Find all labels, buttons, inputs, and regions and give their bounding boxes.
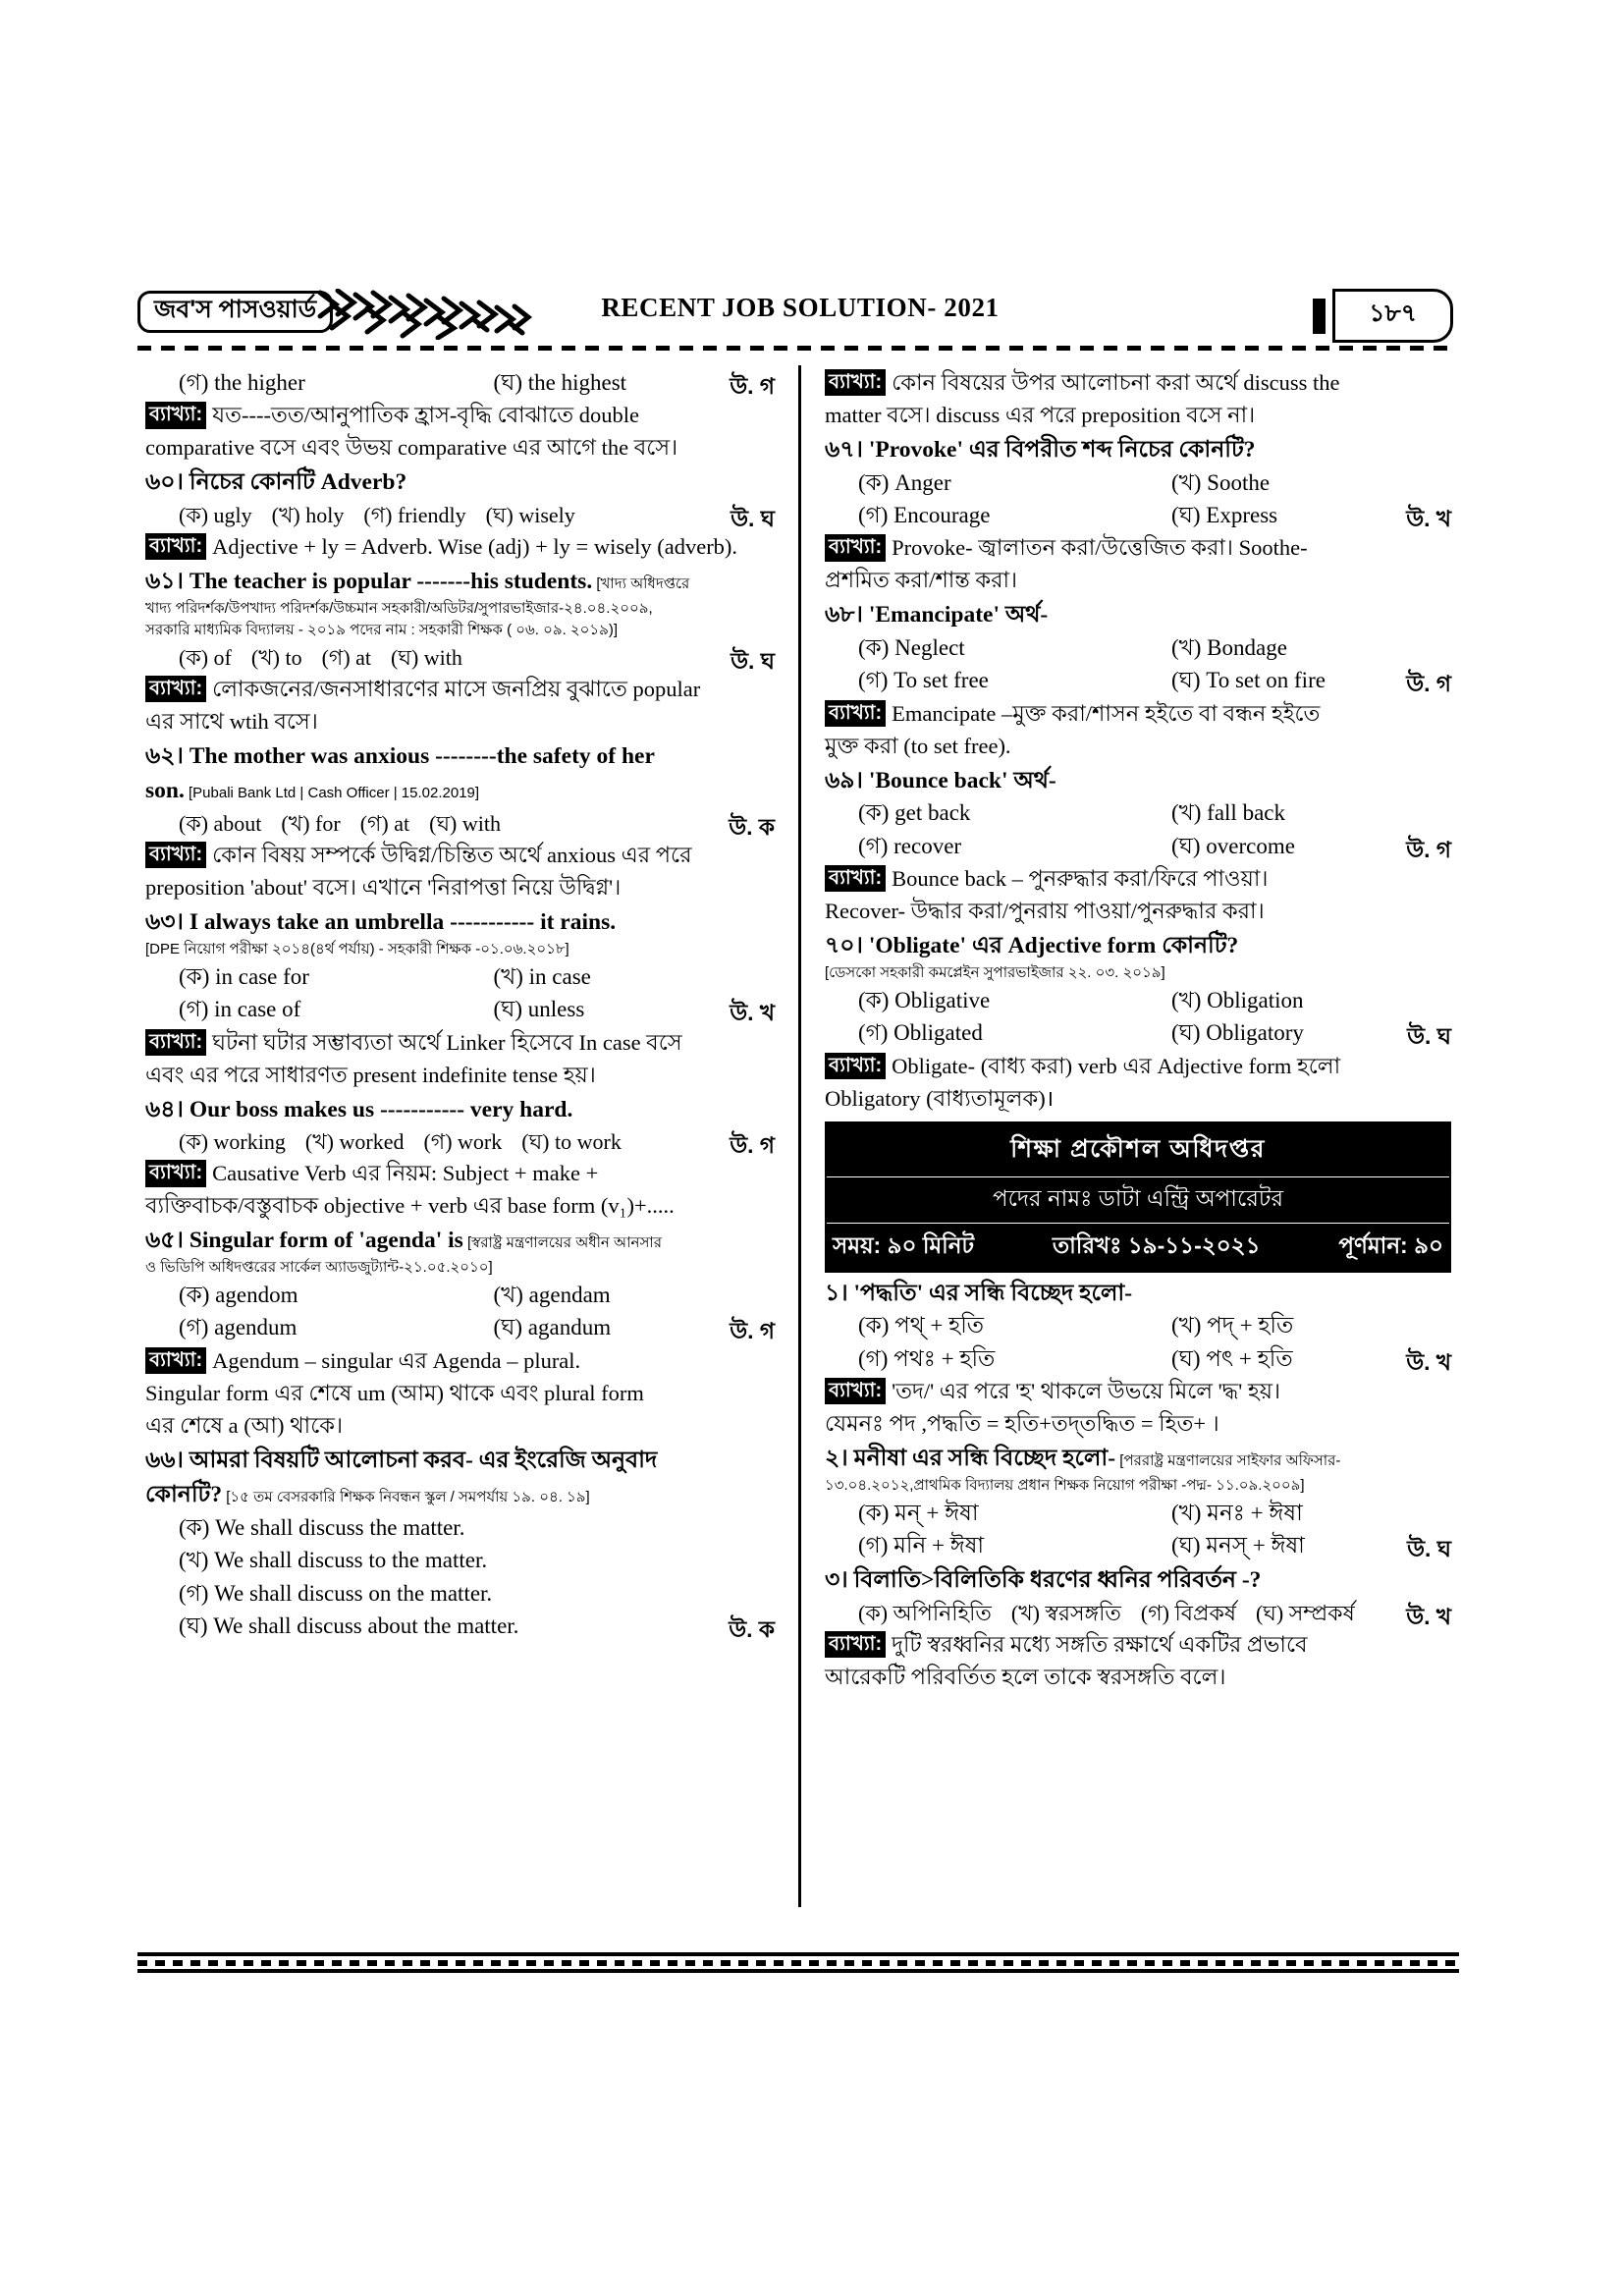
option[interactable]: (খ) We shall discuss to the matter. xyxy=(179,1548,488,1573)
option[interactable]: (ক) working xyxy=(179,1129,286,1155)
option-row xyxy=(825,1599,1451,1627)
exam-banner xyxy=(825,1121,1451,1273)
question-source: [পররাষ্ট্র মন্ত্রণালয়ের সাইফার অফিসার- xyxy=(1115,1451,1341,1469)
option[interactable]: (ক) agendom xyxy=(179,1282,298,1307)
option[interactable]: (খ) স্বরসঙ্গতি xyxy=(1010,1600,1121,1625)
option[interactable]: (খ) for xyxy=(281,811,341,837)
question-number: ৩। xyxy=(825,1567,854,1594)
footer-rule-solid-top xyxy=(137,1952,1459,1956)
option[interactable]: (ক) Obligative xyxy=(858,987,991,1012)
option[interactable]: (ঘ) to work xyxy=(521,1129,622,1155)
explanation-tag: ব্যাখ্যা: xyxy=(145,676,206,702)
answer-marker: উ. ঘ xyxy=(1407,1535,1451,1561)
question-source: ১৩.০৪.২০১২,প্রাথমিক বিদ্যালয় প্রধান শিক্ষক নিয়োগ পরীক্ষা -পদ্ম- ১১.০৯.২০০৯] xyxy=(825,1476,1305,1494)
explanation-continued: Obligatory (বাধ্যতামূলক)। xyxy=(825,1085,1055,1111)
answer-marker: উ. খ xyxy=(1406,506,1451,531)
question-source: [ডেসকো সহকারী কমপ্লেইন সুপারভাইজার ২২. ০৩. ২০১৯] xyxy=(825,963,1165,981)
option[interactable]: (ক) Anger xyxy=(858,469,951,495)
option-row xyxy=(825,666,1451,695)
option-row xyxy=(145,368,775,398)
option[interactable]: (ক) about xyxy=(179,811,262,837)
option[interactable]: (গ) in case of xyxy=(179,997,301,1022)
answer-marker: উ. গ xyxy=(730,1318,775,1344)
option[interactable]: (গ) at xyxy=(359,811,410,837)
option[interactable]: (গ) at xyxy=(321,644,372,670)
footer-divider xyxy=(137,1952,1459,1973)
explanation-tag: ব্যাখ্যা: xyxy=(145,1029,206,1056)
option-row xyxy=(825,501,1451,530)
option-row xyxy=(145,995,775,1024)
question-number: ৬২। xyxy=(145,742,189,769)
question-number: ৬৯। xyxy=(825,767,869,793)
option[interactable]: (গ) the higher xyxy=(179,370,305,395)
explanation-tag: ব্যাখ্যা: xyxy=(825,865,886,892)
option[interactable]: (গ) বিপ্রকর্ষ xyxy=(1140,1600,1236,1625)
option-row xyxy=(145,1546,775,1575)
exam-full-marks: পূর্ণমান: ৯০ xyxy=(1338,1231,1443,1258)
explanation-line xyxy=(145,400,775,430)
page-number-tab xyxy=(1313,289,1453,343)
explanation-tag: ব্যাখ্যা: xyxy=(145,1347,206,1374)
question-line xyxy=(145,741,775,772)
explanation-text: Adjective + ly = Adverb. Wise (adj) + ly = wisely (adverb). xyxy=(212,534,738,560)
explanation-continued: প্রশমিত করা/শান্ত করা। xyxy=(825,568,1018,593)
question-text: 'Provoke' এর বিপরীত শব্দ নিচের কোনটি? xyxy=(868,437,1256,464)
question-line xyxy=(825,435,1451,465)
option[interactable]: (ক) অপিনিহিতি xyxy=(858,1600,992,1625)
option[interactable]: (ঘ) with xyxy=(391,644,462,670)
footer-rule-dashed xyxy=(137,1960,1459,1966)
explanation-continued: ব্যক্তিবাচক/বস্তুবাচক objective + verb এর base form (v₁)+..... xyxy=(145,1193,675,1219)
two-column-body xyxy=(137,365,1459,1907)
option-row xyxy=(145,1127,775,1159)
explanation-line xyxy=(825,1051,1451,1081)
option-row xyxy=(825,986,1451,1015)
exam-post-name: পদের নামঃ ডাটা এন্ট্রি অপারেটর xyxy=(827,1176,1449,1223)
explanation-tag: ব্যাখ্যা: xyxy=(825,1053,886,1079)
question-text: Singular form of 'agenda' is xyxy=(189,1228,463,1254)
option-row xyxy=(825,832,1451,861)
explanation-text: Provoke- জ্বালাতন করা/উত্তেজিত করা। Soothe- xyxy=(892,535,1308,561)
explanation-tag: ব্যাখ্যা: xyxy=(825,369,886,396)
option-row xyxy=(145,809,775,841)
option-row xyxy=(145,962,775,992)
question-text: The teacher is popular -------his students. xyxy=(189,569,593,595)
explanation-continued: Recover- উদ্ধার করা/পুনরায় পাওয়া/পুনরুদ্ধার করা। xyxy=(825,899,1265,924)
question-line xyxy=(825,1444,1451,1474)
explanation-line xyxy=(825,532,1451,563)
brand-logo-box xyxy=(137,291,333,333)
question-line xyxy=(825,766,1451,796)
option[interactable]: (খ) Obligation xyxy=(1171,987,1304,1012)
option-row xyxy=(825,633,1451,663)
answer-marker: উ. গ xyxy=(730,373,775,399)
explanation-continued: এবং এর পরে সাধারণত present indefinite tense হয়। xyxy=(145,1062,596,1087)
option-row xyxy=(145,1313,775,1342)
option[interactable]: (গ) মনি + ঈষা xyxy=(858,1532,985,1558)
question-text: Our boss makes us ----------- very hard. xyxy=(189,1096,573,1122)
option[interactable]: (ঘ) সম্প্রকর্ষ xyxy=(1255,1600,1355,1625)
question-source: [খাদ্য অধিদপ্তরে xyxy=(592,575,690,593)
explanation-text: লোকজনের/জনসাধারণের মাসে জনপ্রিয় বুঝাতে popular xyxy=(212,676,701,701)
explanation-tag: ব্যাখ্যা: xyxy=(825,534,886,561)
question-line xyxy=(825,1279,1451,1309)
option[interactable]: (ঘ) overcome xyxy=(1171,833,1295,858)
option[interactable]: (ঘ) To set on fire xyxy=(1171,668,1326,693)
explanation-text: Agendum – singular এর Agenda – plural. xyxy=(212,1347,581,1373)
option[interactable]: (গ) To set free xyxy=(858,668,989,693)
question-line xyxy=(145,467,775,498)
explanation-tag: ব্যাখ্যা: xyxy=(145,533,206,560)
option-row xyxy=(825,1531,1451,1560)
explanation-text: Bounce back – পুনরুদ্ধার করা/ফিরে পাওয়া। xyxy=(892,866,1269,892)
option[interactable]: (ক) in case for xyxy=(179,963,309,989)
explanation-line xyxy=(145,1345,775,1376)
option[interactable]: (ঘ) with xyxy=(429,811,501,837)
question-text: মনীষা এর সন্ধি বিচ্ছেদ হলো- xyxy=(853,1445,1116,1471)
explanation-continued: এর শেষে a (আ) থাকে। xyxy=(145,1412,344,1438)
option[interactable]: (গ) recover xyxy=(858,833,962,858)
explanation-text: কোন বিষয়ের উপর আলোচনা করা অর্থে discuss the xyxy=(892,370,1340,395)
option[interactable]: (ক) Neglect xyxy=(858,635,965,660)
question-number: ৬১। xyxy=(145,569,189,595)
question-line xyxy=(145,1446,775,1476)
question-source: [১৫ তম বেসরকারি শিক্ষক নিবন্ধন স্কুল / সমপর্যায় ১৯. ০৪. ১৯] xyxy=(222,1489,590,1506)
question-text: son. xyxy=(145,778,185,804)
question-line xyxy=(825,600,1451,630)
question-text: আমরা বিষয়টি আলোচনা করব- এর ইংরেজি অনুবাদ xyxy=(189,1447,658,1473)
question-line xyxy=(145,1095,775,1125)
option[interactable]: (ক) get back xyxy=(858,800,971,826)
explanation-tag: ব্যাখ্যা: xyxy=(145,1160,206,1186)
option[interactable]: (ক) of xyxy=(179,644,232,670)
answer-marker: উ. গ xyxy=(1406,671,1451,697)
option-row xyxy=(825,798,1451,828)
explanation-tag: ব্যাখ্যা: xyxy=(145,842,206,868)
question-number: ২। xyxy=(825,1445,854,1471)
option[interactable]: (খ) worked xyxy=(304,1129,405,1155)
answer-marker: উ. ঘ xyxy=(731,647,775,674)
explanation-continued: Singular form এর শেষে um (আম) থাকে এবং plural form xyxy=(145,1380,644,1405)
question-number: ১। xyxy=(825,1280,854,1306)
option-row xyxy=(825,1499,1451,1528)
question-number: ৭০। xyxy=(825,933,869,959)
answer-marker: উ. খ xyxy=(1406,1603,1451,1629)
option-row xyxy=(825,1018,1451,1048)
question-source: সরকারি মাধ্যমিক বিদ্যালয় - ২০১৯ পদের নাম : সহকারী শিক্ষক ( ০৬. ০৯. ২০১৯)] xyxy=(145,621,619,638)
explanation-text: 'তদ/' এর পরে 'হ' থাকলে উভয়ে মিলে 'দ্ধ' হয়। xyxy=(892,1378,1280,1403)
explanation-text: Obligate- (বাধ্য করা) verb এর Adjective form হলো xyxy=(892,1053,1341,1078)
answer-marker: উ. ক xyxy=(729,814,775,841)
question-text: 'Bounce back' অর্থ- xyxy=(868,767,1056,793)
question-number: ৬৩। xyxy=(145,909,189,936)
option[interactable]: (ক) ugly xyxy=(179,503,252,527)
question-source: খাদ্য পরিদর্শক/উপখাদ্য পরিদর্শক/উচ্চমান সহকারী/অডিটর/সুপারভাইজার-২৪.০৪.২০০৯, xyxy=(145,599,653,617)
option[interactable]: (খ) মনঃ + ঈষা xyxy=(1171,1500,1303,1525)
question-number: ৬৬। xyxy=(145,1447,189,1473)
question-line xyxy=(825,1565,1451,1596)
header-divider xyxy=(137,346,1453,351)
question-number: ৬৮। xyxy=(825,602,869,629)
question-source: [DPE নিয়োগ পরীক্ষা ২০১৪(৪র্থ পর্যায়) - সহকারী শিক্ষক -০১.০৬.২০১৮] xyxy=(145,940,569,957)
option[interactable]: (খ) in case xyxy=(493,963,591,989)
explanation-line xyxy=(145,840,775,870)
explanation-line xyxy=(145,1027,775,1058)
question-number: ৬৪। xyxy=(145,1096,189,1122)
explanation-text: Causative Verb এর নিয়ম: Subject + make + xyxy=(212,1161,599,1186)
explanation-text: Emancipate –মুক্ত করা/শাসন হইতে বা বন্ধন হইতে xyxy=(892,700,1321,726)
explanation-continued: এর সাথে wtih বসে। xyxy=(145,708,318,734)
tab-bar-accent xyxy=(1313,299,1326,334)
footer-rule-solid-bottom xyxy=(137,1969,1459,1973)
answer-marker: উ. খ xyxy=(1406,1348,1451,1375)
question-line xyxy=(145,776,775,806)
option[interactable]: (খ) holy xyxy=(271,503,345,527)
explanation-tag: ব্যাখ্যা: xyxy=(145,402,206,428)
option[interactable]: (ঘ) We shall discuss about the matter. xyxy=(179,1613,519,1638)
option[interactable]: (ক) We shall discuss the matter. xyxy=(179,1514,465,1540)
question-text: বিলাতি˃বিলিতিকি ধরণের ধ্বনির পরিবর্তন -? xyxy=(853,1567,1262,1594)
question-text: 'Obligate' এর Adjective form কোনটি? xyxy=(868,933,1239,959)
answer-marker: উ. গ xyxy=(1406,836,1451,862)
option[interactable]: (ক) পথ্ + হতি xyxy=(858,1313,985,1339)
question-text: 'Emancipate' অর্থ- xyxy=(868,602,1049,629)
explanation-tag: ব্যাখ্যা: xyxy=(825,1378,886,1404)
option[interactable]: (ঘ) unless xyxy=(493,997,585,1022)
option-row xyxy=(145,643,775,672)
option[interactable]: (গ) Obligated xyxy=(858,1020,983,1046)
option[interactable]: (গ) Encourage xyxy=(858,503,991,527)
page-number: ১৮৭ xyxy=(1332,289,1453,343)
question-line xyxy=(825,931,1451,961)
explanation-continued: আরেকটি পরিবর্তিত হলে তাকে স্বরসঙ্গতি বলে। xyxy=(825,1664,1226,1689)
question-text: কোনটি? xyxy=(145,1482,223,1508)
answer-marker: উ. ঘ xyxy=(731,506,775,531)
explanation-tag: ব্যাখ্যা: xyxy=(825,1631,886,1658)
option[interactable]: (গ) পথঃ + হতি xyxy=(858,1345,996,1371)
question-line xyxy=(145,907,775,938)
question-number: ৬০। xyxy=(145,469,189,496)
explanation-line xyxy=(825,1376,1451,1406)
option[interactable]: (ঘ) পৎ + হতি xyxy=(1171,1345,1293,1371)
answer-marker: উ. ঘ xyxy=(1407,1023,1451,1050)
option[interactable]: (খ) Soothe xyxy=(1171,469,1271,495)
option-row xyxy=(145,1281,775,1310)
explanation-continued: comparative বসে এবং উভয় comparative এর আগে the বসে। xyxy=(145,435,678,461)
exam-duration: সময়: ৯০ মিনিট xyxy=(833,1231,975,1258)
left-column xyxy=(137,365,798,1907)
explanation-tag: ব্যাখ্যা: xyxy=(825,700,886,727)
question-number: ৬৫। xyxy=(145,1228,189,1254)
question-line xyxy=(145,1226,775,1256)
question-text: The mother was anxious --------the safety of her xyxy=(189,742,655,769)
page-title: RECENT JOB SOLUTION- 2021 xyxy=(601,293,1000,322)
explanation-continued: matter বসে। discuss এর পরে preposition বসে না। xyxy=(825,403,1256,428)
explanation-line xyxy=(825,367,1451,398)
explanation-line xyxy=(825,863,1451,894)
option-row xyxy=(825,468,1451,498)
option[interactable]: (গ) work xyxy=(423,1129,503,1155)
option[interactable]: (ঘ) agandum xyxy=(493,1315,612,1340)
option[interactable]: (খ) পদ্ + হতি xyxy=(1171,1313,1294,1339)
answer-marker: উ. ক xyxy=(729,1615,775,1642)
explanation-text: যত----তত/আনুপাতিক হ্রাস-বৃদ্ধি বোঝাতে double xyxy=(212,403,640,428)
option-row xyxy=(145,501,775,529)
answer-marker: উ. গ xyxy=(730,1132,775,1159)
option[interactable]: (ঘ) the highest xyxy=(493,370,627,395)
option-row xyxy=(145,1579,775,1609)
option[interactable]: (গ) We shall discuss on the matter. xyxy=(179,1580,493,1606)
option-row xyxy=(825,1311,1451,1340)
explanation-continued: preposition 'about' বসে। এখানে 'নিরাপত্তা নিয়ে উদ্বিগ্ন'। xyxy=(145,875,622,901)
explanation-line xyxy=(825,698,1451,729)
option-row xyxy=(825,1344,1451,1374)
option[interactable]: (ঘ) মনস্ + ঈষা xyxy=(1171,1532,1305,1558)
option[interactable]: (ঘ) wisely xyxy=(485,503,575,527)
exam-organization: শিক্ষা প্রকৌশল অধিদপ্তর xyxy=(1010,1134,1266,1163)
explanation-line xyxy=(145,531,775,562)
page-header xyxy=(137,283,1453,344)
explanation-continued: যেমনঃ পদ ,পদ্ধতি = হতি+তদ্তদ্ধিত = হিত+ । xyxy=(825,1410,1219,1436)
question-source: [স্বরাষ্ট্র মন্ত্রণালয়ের অধীন আনসার xyxy=(462,1234,662,1252)
explanation-line xyxy=(145,1158,775,1188)
answer-marker: উ. খ xyxy=(730,1000,775,1026)
option[interactable]: (গ) friendly xyxy=(363,503,466,527)
option[interactable]: (খ) fall back xyxy=(1171,800,1285,826)
question-text: নিচের কোনটি Adverb? xyxy=(189,469,407,496)
question-source: [Pubali Bank Ltd | Cash Officer | 15.02.2019] xyxy=(184,785,480,802)
explanation-continued: মুক্ত করা (to set free). xyxy=(825,733,1011,758)
question-line xyxy=(145,567,775,597)
explanation-line xyxy=(145,674,775,704)
explanation-text: কোন বিষয় সম্পর্কে উদ্বিগ্ন/চিন্তিত অর্থে anxious এর পরে xyxy=(212,843,692,868)
option[interactable]: (খ) Bondage xyxy=(1171,635,1287,660)
explanation-text: দুটি স্বরধ্বনির মধ্যে সঙ্গতি রক্ষার্থে একটির প্রভাবে xyxy=(892,1631,1308,1657)
right-column xyxy=(798,365,1459,1907)
question-text: I always take an umbrella ----------- it rains. xyxy=(189,909,617,936)
explanation-text: ঘটনা ঘটার সম্ভাব্যতা অর্থে Linker হিসেবে In case বসে xyxy=(212,1029,682,1055)
question-number: ৬৭। xyxy=(825,437,869,464)
question-source: ও ভিডিপি অধিদপ্তরের সার্কেল অ্যাডজুট্যান্ট-২১.০৫.২০১০] xyxy=(145,1258,493,1276)
option-row xyxy=(145,1612,775,1641)
option[interactable]: (ঘ) Obligatory xyxy=(1171,1020,1304,1046)
option[interactable]: (গ) agendum xyxy=(179,1315,298,1340)
question-line xyxy=(145,1480,775,1510)
option[interactable]: (খ) agendam xyxy=(493,1282,611,1307)
exam-date: তারিখঃ ১৯-১১-২০২১ xyxy=(1052,1231,1261,1258)
option[interactable]: (ঘ) Express xyxy=(1171,503,1278,527)
option[interactable]: (ক) মন্ + ঈষা xyxy=(858,1500,979,1525)
question-text: 'পদ্ধতি' এর সন্ধি বিচ্ছেদ হলো- xyxy=(853,1280,1133,1306)
option[interactable]: (খ) to xyxy=(250,644,302,670)
brand-label: জব'স পাসওয়ার্ড xyxy=(154,296,317,323)
option-row xyxy=(145,1513,775,1543)
exam-meta-row xyxy=(827,1223,1449,1271)
explanation-line xyxy=(825,1629,1451,1660)
